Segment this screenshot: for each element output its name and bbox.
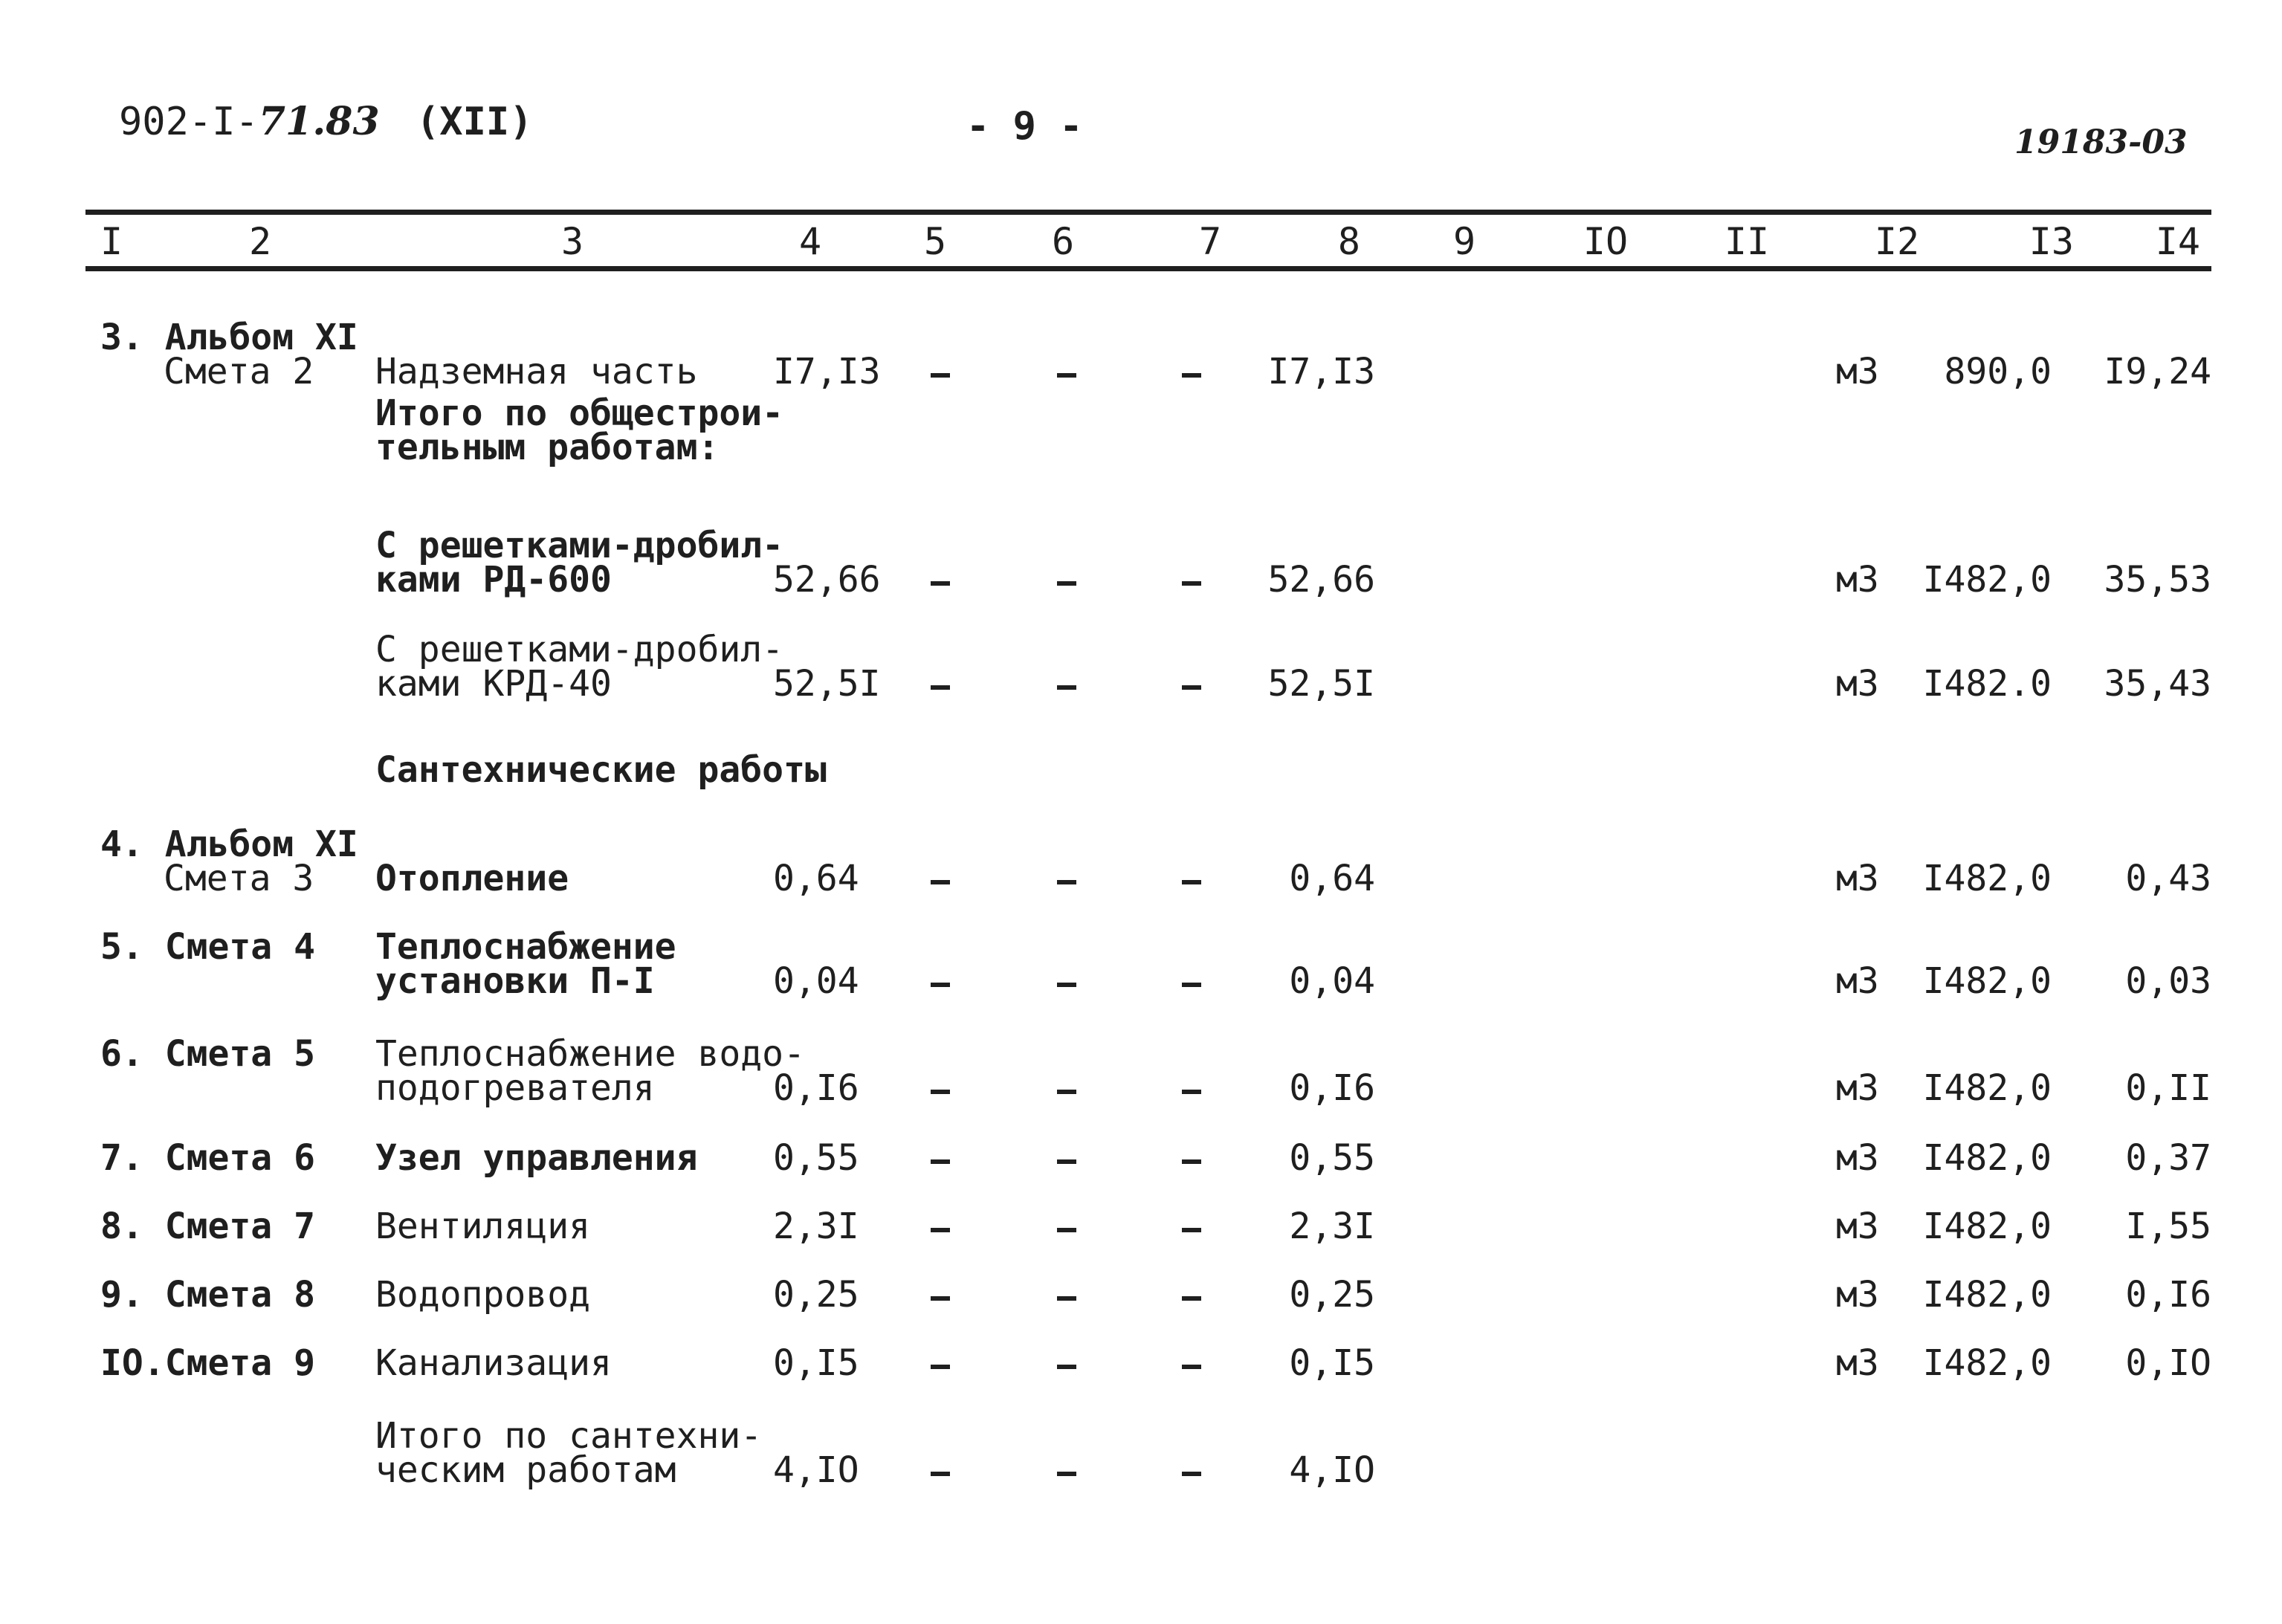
row-number: 5. Смета 4 (100, 926, 315, 968)
unit: м3 (1836, 1067, 1879, 1109)
dash-mark (931, 1472, 950, 1476)
dash-mark (931, 581, 950, 586)
dash-mark (931, 1228, 950, 1232)
cost-total: I7,I3 (773, 351, 881, 392)
dash-mark (1182, 373, 1201, 378)
item-name: подогревателя (375, 1067, 655, 1109)
dash-mark (931, 1159, 950, 1164)
column-number: 7 (1198, 220, 1222, 263)
dash-mark (931, 1090, 950, 1094)
dash-mark (931, 685, 950, 690)
table-header-rule (85, 266, 2211, 271)
item-name: Итого по общестрои- (375, 392, 784, 434)
cost-col8: I7,I3 (1267, 351, 1375, 392)
estimate-ref: Смета 2 (164, 351, 314, 392)
row-number: 3. Альбом XI (100, 317, 358, 358)
item-name: Надземная часть (375, 351, 698, 392)
item-name: Теплоснабжение (375, 926, 676, 968)
item-name: Сантехнические работы (375, 749, 827, 791)
unit-cost: 35,43 (2104, 663, 2211, 705)
quantity: I482,0 (1922, 1137, 2052, 1179)
quantity: I482,0 (1922, 858, 2052, 899)
quantity: 890,0 (1944, 351, 2052, 392)
cost-total: 0,I5 (773, 1342, 859, 1384)
column-number: II (1724, 220, 1770, 263)
quantity: I482,0 (1922, 1274, 2052, 1316)
cost-total: 0,55 (773, 1137, 859, 1179)
dash-mark (1057, 983, 1076, 987)
column-number: I3 (2029, 220, 2074, 263)
cost-total: 4,IO (773, 1449, 859, 1491)
unit-cost: 0,II (2125, 1067, 2211, 1109)
item-name: Канализация (375, 1342, 612, 1384)
quantity: I482,0 (1922, 1342, 2052, 1384)
unit-cost: 0,IO (2125, 1342, 2211, 1384)
dash-mark (1182, 983, 1201, 987)
dash-mark (1182, 1228, 1201, 1232)
cost-col8: 0,25 (1289, 1274, 1375, 1316)
column-number: 2 (248, 220, 272, 263)
cost-total: 52,66 (773, 559, 881, 601)
dash-mark (931, 880, 950, 884)
dash-mark (1182, 1090, 1201, 1094)
dash-mark (931, 373, 950, 378)
row-number: 6. Смета 5 (100, 1033, 315, 1075)
row-number: 4. Альбом XI (100, 824, 358, 865)
quantity: I482.0 (1922, 663, 2052, 705)
dash-mark (1182, 581, 1201, 586)
volume-number: (XII) (416, 100, 533, 144)
dash-mark (931, 1296, 950, 1301)
column-number: 9 (1452, 220, 1476, 263)
dash-mark (931, 1365, 950, 1369)
column-number: IO (1583, 220, 1629, 263)
column-number: 8 (1337, 220, 1360, 263)
cost-col8: 2,3I (1289, 1206, 1375, 1247)
cost-total: 52,5I (773, 663, 881, 705)
item-name: ками КРД-40 (375, 663, 612, 705)
dash-mark (931, 983, 950, 987)
dash-mark (1182, 880, 1201, 884)
row-number: 8. Смета 7 (100, 1206, 315, 1247)
item-name: ками РД-600 (375, 559, 612, 601)
unit: м3 (1836, 1137, 1879, 1179)
column-number: 3 (560, 220, 584, 263)
row-number: IO.Смета 9 (100, 1342, 315, 1384)
item-name: Отопление (375, 858, 569, 899)
item-name: Узел управления (375, 1137, 698, 1179)
column-number: I (100, 220, 123, 263)
item-name: тельным работам: (375, 427, 720, 468)
item-name: Итого по сантехни- (375, 1415, 763, 1457)
unit-cost: 0,37 (2125, 1137, 2211, 1179)
document-code-prefix: 902-I- (119, 100, 259, 144)
item-name: Теплоснабжение водо- (375, 1033, 805, 1075)
dash-mark (1182, 1365, 1201, 1369)
cost-total: 0,64 (773, 858, 859, 899)
cost-col8: 0,04 (1289, 960, 1375, 1002)
dash-mark (1182, 1296, 1201, 1301)
page-number: - 9 - (966, 104, 1083, 149)
unit-cost: 0,03 (2125, 960, 2211, 1002)
unit: м3 (1836, 663, 1879, 705)
item-name: установки П-I (375, 960, 655, 1002)
item-name: ческим работам (375, 1449, 676, 1491)
column-number: 4 (798, 220, 822, 263)
cost-col8: 0,I5 (1289, 1342, 1375, 1384)
dash-mark (1057, 1159, 1076, 1164)
dash-mark (1057, 581, 1076, 586)
unit: м3 (1836, 351, 1879, 392)
document-code (119, 99, 380, 144)
quantity: I482,0 (1922, 559, 2052, 601)
cost-col8: 0,I6 (1289, 1067, 1375, 1109)
unit: м3 (1836, 1274, 1879, 1316)
cost-col8: 0,64 (1289, 858, 1375, 899)
dash-mark (1182, 685, 1201, 690)
unit-cost: I,55 (2125, 1206, 2211, 1247)
unit: м3 (1836, 559, 1879, 601)
unit: м3 (1836, 1206, 1879, 1247)
dash-mark (1182, 1472, 1201, 1476)
dash-mark (1057, 880, 1076, 884)
unit: м3 (1836, 960, 1879, 1002)
column-number: I2 (1874, 220, 1920, 263)
cost-total: 0,04 (773, 960, 859, 1002)
column-number: 6 (1051, 220, 1075, 263)
dash-mark (1057, 373, 1076, 378)
dash-mark (1057, 1472, 1076, 1476)
table-top-rule (85, 210, 2211, 215)
row-number: 9. Смета 8 (100, 1274, 315, 1316)
item-name: С решетками-дробил- (375, 629, 784, 670)
column-number: 5 (923, 220, 947, 263)
dash-mark (1057, 1296, 1076, 1301)
cost-col8: 52,66 (1267, 559, 1375, 601)
cost-col8: 0,55 (1289, 1137, 1375, 1179)
unit-cost: I9,24 (2104, 351, 2211, 392)
unit-cost: 0,43 (2125, 858, 2211, 899)
unit-cost: 35,53 (2104, 559, 2211, 601)
document-code-handwritten: 71.83 (258, 99, 380, 144)
item-name: С решетками-дробил- (375, 525, 784, 566)
item-name: Водопровод (375, 1274, 590, 1316)
dash-mark (1057, 1365, 1076, 1369)
cost-total: 2,3I (773, 1206, 859, 1247)
cost-total: 0,I6 (773, 1067, 859, 1109)
row-number: 7. Смета 6 (100, 1137, 315, 1179)
column-number: I4 (2155, 220, 2200, 263)
item-name: Вентиляция (375, 1206, 590, 1247)
quantity: I482,0 (1922, 1206, 2052, 1247)
unit: м3 (1836, 858, 1879, 899)
quantity: I482,0 (1922, 960, 2052, 1002)
dash-mark (1057, 1090, 1076, 1094)
unit-cost: 0,I6 (2125, 1274, 2211, 1316)
dash-mark (1057, 1228, 1076, 1232)
unit: м3 (1836, 1342, 1879, 1384)
estimate-ref: Смета 3 (164, 858, 314, 899)
cost-col8: 4,IO (1289, 1449, 1375, 1491)
cost-col8: 52,5I (1267, 663, 1375, 705)
cost-total: 0,25 (773, 1274, 859, 1316)
archive-number: 19183-03 (2014, 123, 2188, 161)
quantity: I482,0 (1922, 1067, 2052, 1109)
dash-mark (1057, 685, 1076, 690)
dash-mark (1182, 1159, 1201, 1164)
